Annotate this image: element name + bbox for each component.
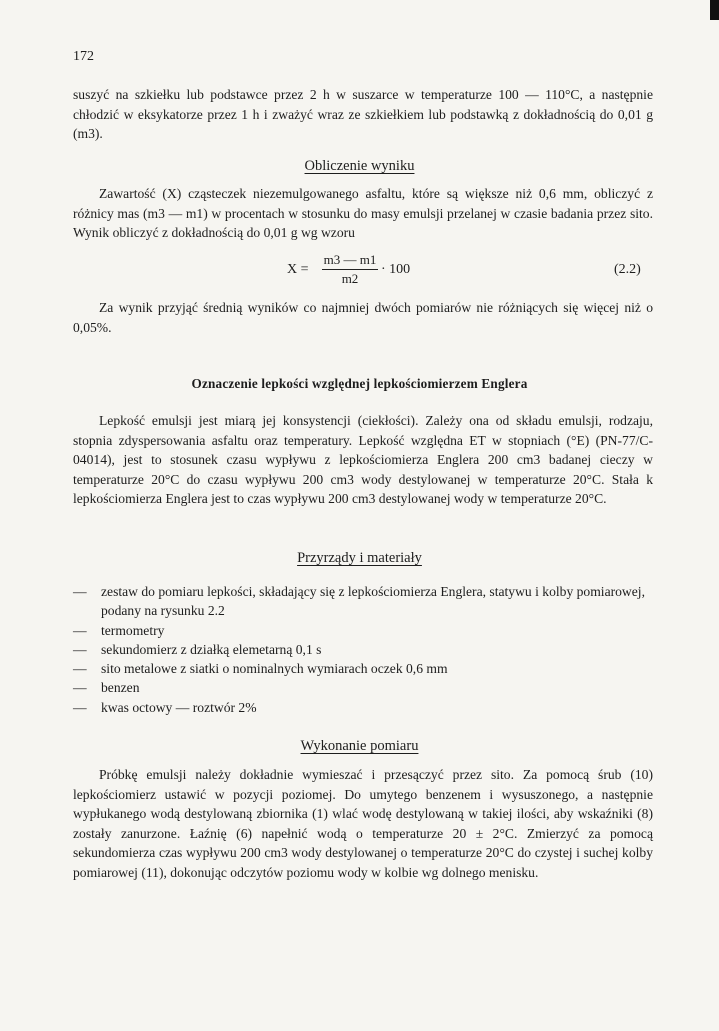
intro-paragraph: suszyć na szkiełku lub podstawce przez 2 h w suszarce w temperaturze 100 — 110°C, a następnie chłodzić w eksykatorze przez 1 h i zważyć wraz ze szkiełkiem lub podstawką z dokładnością do 0,01 g (m3). (73, 87, 653, 141)
list-item-text: sekundomierz z działką elemetarną 0,1 s (101, 641, 322, 657)
list-item (73, 698, 653, 717)
formula-numerator: m3 — m1 (323, 252, 377, 267)
list-item (73, 640, 653, 659)
list-dash: — (73, 622, 87, 638)
heading-obliczenie-wyniku: Obliczenie wyniku (304, 158, 415, 174)
list-dash: — (73, 661, 87, 677)
heading-przyrzady-i-materialy: Przyrządy i materiały (297, 550, 422, 566)
list-item-text: kwas octowy — roztwór 2% (101, 699, 257, 715)
list-item-text: benzen (101, 680, 140, 696)
list-item (73, 659, 653, 678)
heading-oznaczenie-lepkosci: Oznaczenie lepkości względnej lepkościomierzem Englera (191, 376, 528, 391)
formula-fraction (322, 252, 378, 286)
list-item (73, 621, 653, 640)
calculation-paragraph: Zawartość (X) cząsteczek niezemulgowanego asfaltu, które są większe niż 0,6 mm, obliczyć z różnicy mas (m3 — m1) w procentach w stosunku do masy emulsji przelanej w czasie badania przez sito. Wynik obliczyć z dokładnością do 0,01 g wg wzoru (73, 186, 653, 240)
heading-wykonanie-pomiaru: Wykonanie pomiaru (300, 738, 419, 754)
page-number: 172 (73, 49, 94, 64)
list-dash: — (73, 584, 87, 599)
formula-rhs: · 100 (381, 262, 411, 277)
list-item (73, 582, 653, 621)
result-paragraph: Za wynik przyjąć średnią wyników co najmniej dwóch pomiarów nie różniących się więcej niż o 0,05%. (73, 300, 653, 335)
materials-list (73, 582, 653, 717)
list-item-text: sito metalowe z siatki o nominalnych wymiarach oczek 0,6 mm (101, 661, 448, 677)
formula-denominator: m2 (341, 271, 359, 286)
list-dash: — (73, 699, 87, 715)
procedure-paragraph: Próbkę emulsji należy dokładnie wymieszać i przesączyć przez sito. Za pomocą śrub (10) lepkościomierz ustawić w pozycji poziomej. Do umytego benzenem i wysuszonego, a następnie wypłukanego wodą destylowaną zbiornika (1) wlać wodę destylowaną w takiej ilości, aby wskaźniki (8) zostały zanurzone. Łaźnię (6) napełnić wodą o temperaturze 20 ± 2°C. Zmierzyć za pomocą sekundomierza czas wypływu 200 cm3 wody destylowanej o temperaturze 20°C do czystej i suchej kolby pomiarowej (11), dokonując odczytów poziomu wody w kolbie wg dolnego menisku. (73, 767, 653, 880)
formula-lhs: X = (287, 262, 309, 277)
viscosity-paragraph: Lepkość emulsji jest miarą jej konsystencji (ciekłości). Zależy ona od składu emulsji, rodzaju, stopnia zdyspersowania asfaltu oraz temperatury. Lepkość względna ET w stopniach (°E) (PN-77/C-04014), jest to stosunek czasu wypływu z lepkościomierza Englera 200 cm3 badanej cieczy w temperaturze 20°C do czasu wypływu 200 cm3 wody destylowanej w temperaturze 20°C. Stała k lepkościomierza Englera jest to czas wypływu 200 cm3 destylowanej wody w temperaturze 20°C. (73, 413, 653, 506)
scan-edge-mark (710, 0, 719, 20)
list-item (73, 678, 653, 697)
fraction-bar (322, 269, 378, 270)
list-item-text: zestaw do pomiaru lepkości, składający się z lepkościomierza Englera, statywu i kolby pomiarowej, podany na rysunku 2.2 (101, 584, 645, 619)
list-dash: — (73, 641, 87, 657)
formula-2-2 (0, 252, 719, 292)
list-dash: — (73, 680, 87, 696)
equation-number: (2.2) (614, 262, 641, 277)
list-item-text: termometry (101, 622, 165, 638)
